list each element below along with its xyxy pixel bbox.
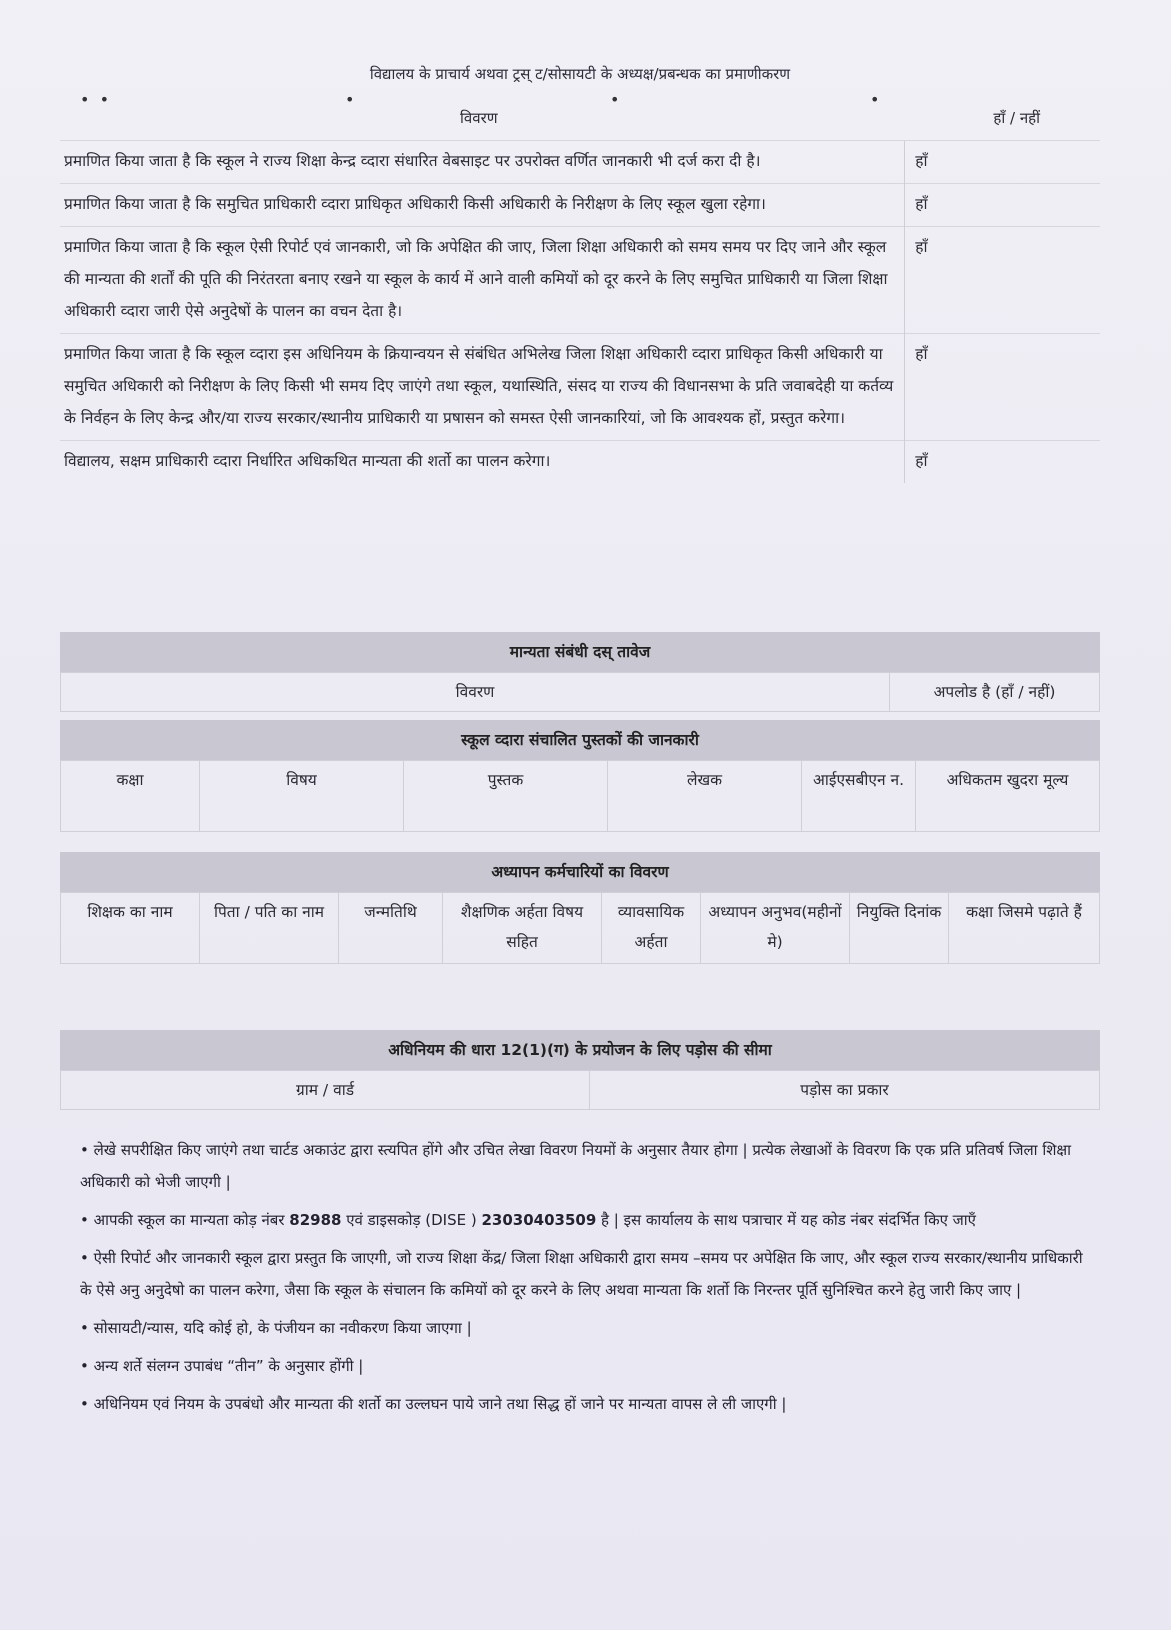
note-text: है | इस कार्यालय के साथ पत्राचार में यह कोड नंबर संदर्भित किए जाएँ: [596, 1211, 976, 1229]
certification-answer: हाँ: [905, 184, 1100, 227]
column-header: शिक्षक का नाम: [61, 893, 200, 964]
note-item: [80, 1204, 1090, 1236]
column-header: अध्यापन अनुभव(महीनों मे): [701, 893, 850, 964]
certification-text: प्रमाणित किया जाता है कि स्कूल ने राज्य शिक्षा केन्द्र व्दारा संधारित वेबसाइट पर उपरोक्त वर्णित जानकारी भी दर्ज करा दी है।: [60, 141, 905, 184]
note-item: • सोसायटी/न्यास, यदि कोई हो, के पंजीयन का नवीकरण किया जाएगा |: [80, 1319, 472, 1337]
table-row: [60, 334, 1100, 441]
certification-answer: हाँ: [905, 227, 1100, 334]
table-row: [61, 1071, 1100, 1110]
column-header: अधिकतम खुदरा मूल्य: [916, 761, 1100, 832]
column-header: व्यावसायिक अर्हता: [602, 893, 701, 964]
scan-mark: • •: [80, 90, 110, 109]
column-header: पुस्तक: [404, 761, 608, 832]
note-item: • अन्य शर्ते संलग्न उपाबंध “तीन” के अनुसार होंगी |: [80, 1357, 364, 1375]
recognition-docs-table: [60, 672, 1100, 712]
neighbourhood-title: अधिनियम की धारा 12(1)(ग) के प्रयोजन के लिए पड़ोस की सीमा: [60, 1030, 1100, 1070]
certification-text: विद्यालय, सक्षम प्राधिकारी व्दारा निर्धारित अधिकथित मान्यता की शर्तो का पालन करेगा।: [60, 441, 905, 484]
certification-answer: हाँ: [905, 441, 1100, 484]
column-header-description: विवरण: [460, 109, 498, 127]
column-header: कक्षा: [61, 761, 200, 832]
column-header: अपलोड है (हाँ / नहीं): [890, 673, 1100, 712]
certification-answer: हाँ: [905, 334, 1100, 441]
certification-text: प्रमाणित किया जाता है कि स्कूल ऐसी रिपोर्ट एवं जानकारी, जो कि अपेक्षित की जाए, जिला शिक्षा अधिकारी को समय समय पर दिए जाने और स्कूल की मान्यता की शर्तों की पूति की निरंतरता बनाए रखने या स्कूल के कार्य में आने वाली कमियों को दूर करने के लिए समुचित प्राधिकारी या जिला शिक्षा अधिकारी व्दारा जारी ऐसे अनुदेषों के पालन का वचन देता है।: [60, 227, 905, 334]
scan-mark: •: [345, 90, 355, 109]
column-header: नियुक्ति दिनांक: [850, 893, 949, 964]
certification-text: प्रमाणित किया जाता है कि समुचित प्राधिकारी व्दारा प्राधिकृत अधिकारी किसी अधिकारी के निरीक्षण के लिए स्कूल खुला रहेगा।: [60, 184, 905, 227]
column-header: पिता / पति का नाम: [200, 893, 339, 964]
column-header: जन्मतिथि: [339, 893, 443, 964]
column-header: शैक्षणिक अर्हता विषय सहित: [443, 893, 602, 964]
table-row: [60, 184, 1100, 227]
column-header: विषय: [200, 761, 404, 832]
staff-title: अध्यापन कर्मचारियों का विवरण: [60, 852, 1100, 892]
column-header: कक्षा जिसमे पढ़ाते हैं: [949, 893, 1100, 964]
staff-table: [60, 892, 1100, 964]
note-item: • अधिनियम एवं नियम के उपबंधो और मान्यता की शर्तो का उल्लघन पाये जाने तथा सिद्ध हों जाने पर मान्यता वापस ले ली जाएगी |: [80, 1395, 787, 1413]
column-header: आईएसबीएन न.: [802, 761, 916, 832]
note-item: • ऐसी रिपोर्ट और जानकारी स्कूल द्वारा प्रस्तुत कि जाएगी, जो राज्य शिक्षा केंद्र/ जिला शिक्षा अधिकारी द्वारा समय –समय पर अपेक्षित कि जाए, और स्कूल राज्य सरकार/स्थानीय प्राधिकारी के ऐसे अनु अनुदेषो का पालन करेगा, जैसा कि स्कूल के संचालन कि कमियों को दूर करने के लिए अथवा मान्यता कि शर्तो कि निरन्तर पूर्ति सुनिश्चित करने हेतु जारी किए जाए |: [80, 1249, 1083, 1299]
certification-answer: हाँ: [905, 141, 1100, 184]
certification-table: [60, 140, 1100, 483]
note-item: • लेखे सपरीक्षित किए जाएंगे तथा चार्टड अकाउंट द्वारा स्त्यपित होंगे और उचित लेखा विवरण नियमों के अनुसार तैयार होगा | प्रत्येक लेखाओं के विवरण कि एक प्रति प्रतिवर्ष जिला शिक्षा अधिकारी को भेजी जाएगी |: [80, 1141, 1072, 1191]
column-header: पड़ोस का प्रकार: [590, 1071, 1100, 1110]
books-title: स्कूल व्दारा संचालित पुस्तकों की जानकारी: [60, 720, 1100, 760]
table-header-row: [61, 761, 1100, 832]
column-header-yes-no: हाँ / नहीं: [993, 109, 1040, 127]
note-text: • आपकी स्कूल का मान्यता कोड़ नंबर: [80, 1211, 290, 1229]
certification-header: [60, 108, 1060, 134]
column-header: विवरण: [61, 673, 890, 712]
column-header: लेखक: [608, 761, 802, 832]
certification-text: प्रमाणित किया जाता है कि स्कूल व्दारा इस अधिनियम के क्रियान्वयन से संबंधित अभिलेख जिला शिक्षा अधिकारी व्दारा प्राधिकृत किसी अधिकारी या समुचित अधिकारी को निरीक्षण के लिए किसी भी समय दिए जाएंगे तथा स्कूल, यथास्थिति, संसद या राज्य की विधानसभा के प्रति जवाबदेही या कर्तव्य के निर्वहन के लिए केन्द्र और/या राज्य सरकार/स्थानीय प्राधिकारी या प्रषासन को समस्त ऐसी जानकारियां, जो कि आवश्यक हों, प्रस्तुत करेगा।: [60, 334, 905, 441]
neighbourhood-table: [60, 1070, 1100, 1110]
scan-mark: •: [870, 90, 880, 109]
recognition-code: 82988: [289, 1211, 342, 1229]
page-title: विद्यालय के प्राचार्य अथवा ट्रस् ट/सोसायटी के अध्यक्ष/प्रबन्धक का प्रमाणीकरण: [369, 65, 791, 83]
table-row: [60, 141, 1100, 184]
table-header-row: [61, 893, 1100, 964]
note-text: एवं डाइसकोड़ (DISE ): [341, 1211, 482, 1229]
dise-code: 23030403509: [481, 1211, 597, 1229]
recognition-docs-title: मान्यता संबंधी दस् तावेज: [60, 632, 1100, 672]
notes-section: [80, 1134, 1090, 1426]
column-header: ग्राम / वार्ड: [61, 1071, 590, 1110]
table-row: [60, 441, 1100, 484]
table-row: [60, 227, 1100, 334]
table-row: [61, 673, 1100, 712]
scan-mark: •: [610, 90, 620, 109]
books-table: [60, 760, 1100, 832]
